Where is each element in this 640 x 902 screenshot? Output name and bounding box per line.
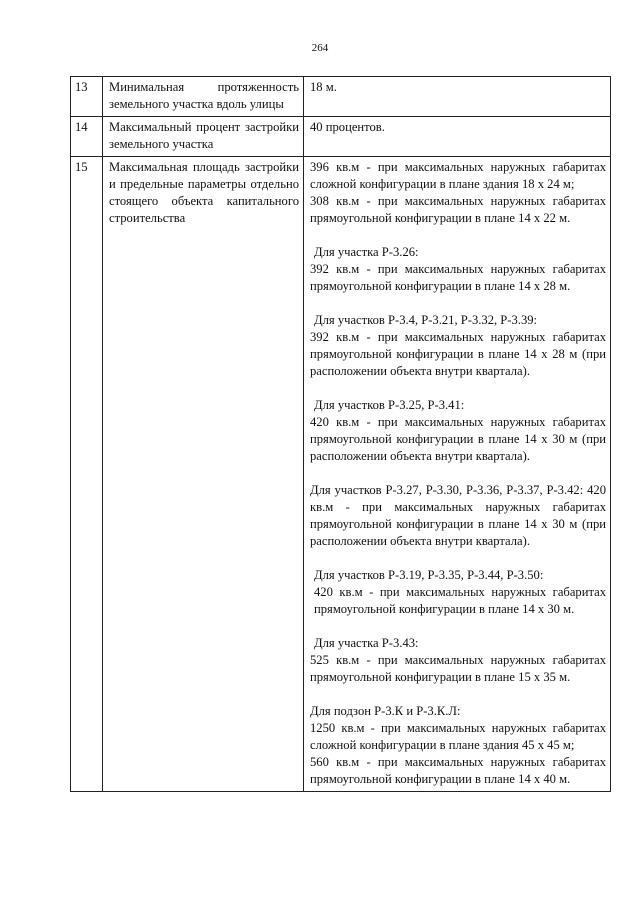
value-block bbox=[310, 567, 606, 618]
value-block bbox=[310, 312, 606, 380]
parameter-name: Минимальная протяженность земельного участка вдоль улицы bbox=[103, 77, 304, 117]
parameter-name: Максимальный процент застройки земельного участка bbox=[103, 117, 304, 157]
page-number: 264 bbox=[311, 42, 329, 54]
value-block bbox=[310, 397, 606, 465]
block-heading: Для участка Р-3.26: bbox=[314, 245, 419, 259]
table-row bbox=[71, 117, 611, 157]
value-line: 525 кв.м - при максимальных наружных габаритах прямоугольной конфигурации в плане 15 х 35 м. bbox=[310, 653, 606, 684]
value-line: 392 кв.м - при максимальных наружных габаритах прямоугольной конфигурации в плане 14 х 28 м. bbox=[310, 262, 606, 293]
value-block bbox=[310, 703, 606, 788]
table-row bbox=[71, 157, 611, 792]
value-block bbox=[310, 244, 606, 295]
row-number: 15 bbox=[71, 157, 103, 792]
block-heading: Для подзон Р-3.К и Р-3.К.Л: bbox=[310, 704, 461, 718]
block-heading: Для участков Р-3.19, Р-3.35, Р-3.44, Р-3.50: bbox=[314, 568, 544, 582]
parameter-value bbox=[304, 157, 611, 792]
parameters-table bbox=[70, 76, 611, 792]
value-line: 420 кв.м - при максимальных наружных габаритах прямоугольной конфигурации в плане 14 х 30 м. bbox=[314, 585, 606, 616]
block-heading: Для участков Р-3.25, Р-3.41: bbox=[314, 398, 465, 412]
value-block bbox=[310, 159, 606, 227]
value-line: 396 кв.м - при максимальных наружных габаритах сложной конфигурации в плане здания 18 х 24 м; bbox=[310, 160, 606, 191]
value-line: 1250 кв.м - при максимальных наружных габаритах сложной конфигурации в плане здания 45 х 45 м; bbox=[310, 721, 606, 752]
parameter-value: 18 м. bbox=[304, 77, 611, 117]
row-number: 13 bbox=[71, 77, 103, 117]
value-line: 392 кв.м - при максимальных наружных габаритах прямоугольной конфигурации в плане 14 х 28 м (при расположении объекта внутри квартала). bbox=[310, 330, 606, 378]
table-row bbox=[71, 77, 611, 117]
parameter-value: 40 процентов. bbox=[304, 117, 611, 157]
block-heading: Для участков Р-3.4, Р-3.21, Р-3.32, Р-3.39: bbox=[314, 313, 538, 327]
value-block bbox=[310, 635, 606, 686]
value-block bbox=[310, 482, 606, 550]
value-line: 420 кв.м - при максимальных наружных габаритах прямоугольной конфигурации в плане 14 х 30 м (при расположении объекта внутри квартала). bbox=[310, 415, 606, 463]
parameter-name: Максимальная площадь застройки и предельные параметры отдельно стоящего объекта капитального строительства bbox=[103, 157, 304, 792]
value-line: Для участков Р-3.27, Р-3.30, Р-3.36, Р-3.37, Р-3.42: 420 кв.м - при максимальных наружных габаритах прямоугольной конфигурации в плане 14 х 30 м (при расположении объекта внутри квартала). bbox=[310, 483, 606, 548]
row-number: 14 bbox=[71, 117, 103, 157]
value-line: 560 кв.м - при максимальных наружных габаритах прямоугольной конфигурации в плане 14 х 40 м. bbox=[310, 755, 606, 786]
value-line: 308 кв.м - при максимальных наружных габаритах прямоугольной конфигурации в плане 14 х 22 м. bbox=[310, 194, 606, 225]
block-heading: Для участка Р-3.43: bbox=[314, 636, 419, 650]
